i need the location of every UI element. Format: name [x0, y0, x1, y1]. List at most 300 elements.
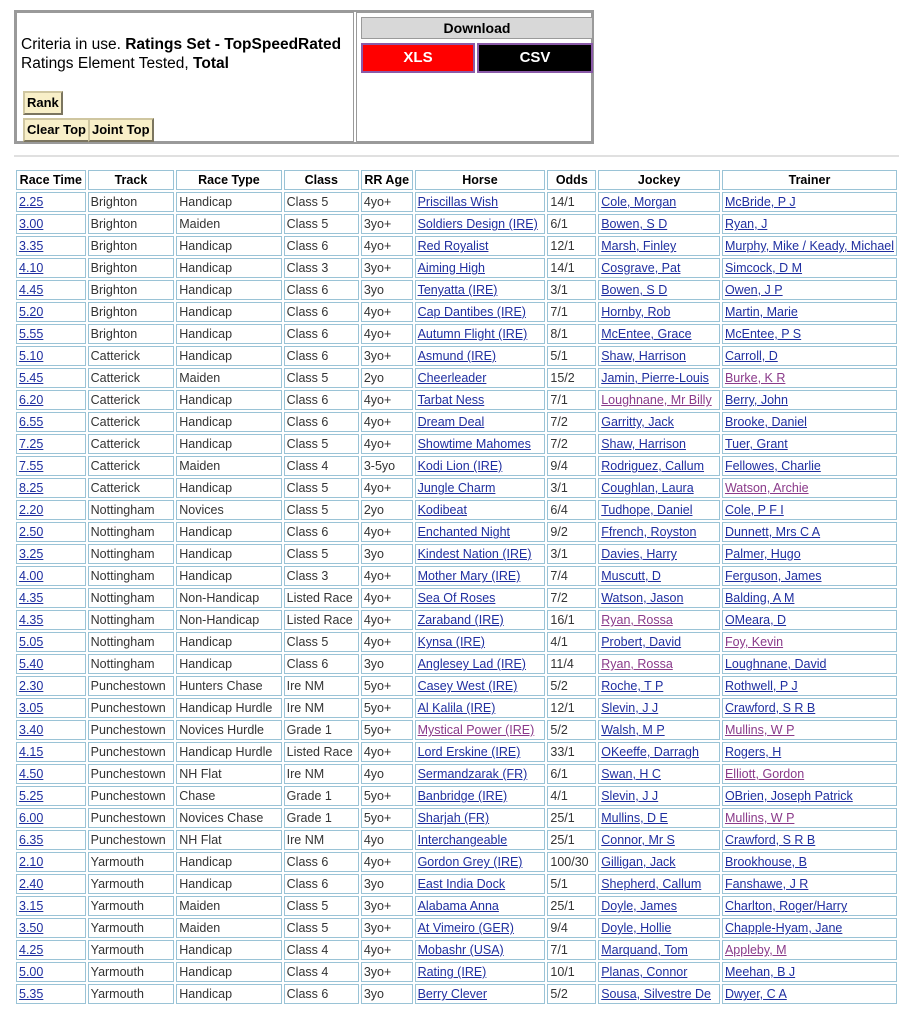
- jockey-link[interactable]: Marquand, Tom: [601, 943, 688, 957]
- trainer-link[interactable]: Fellowes, Charlie: [724, 459, 821, 473]
- header-rr-age[interactable]: RR Age: [361, 170, 413, 190]
- trainer-cell: [722, 346, 897, 366]
- jockey-link[interactable]: Shaw, Harrison: [601, 349, 686, 363]
- race-time-link[interactable]: 5.05: [19, 635, 44, 649]
- track-cell: Yarmouth: [88, 962, 175, 982]
- jockey-link[interactable]: Bowen, S D: [601, 217, 668, 231]
- trainer-link[interactable]: Martin, Marie: [724, 305, 798, 319]
- horse-link[interactable]: Aiming High: [417, 261, 485, 275]
- age-cell: 4yo+: [361, 940, 413, 960]
- table-row: [16, 478, 897, 498]
- horse-link[interactable]: Cheerleader: [417, 371, 487, 385]
- race-type-cell: Chase: [176, 786, 281, 806]
- horse-link[interactable]: Interchangeable: [417, 833, 508, 847]
- race-type-cell: Novices: [176, 500, 281, 520]
- trainer-link[interactable]: Watson, Archie: [724, 481, 809, 495]
- horse-link[interactable]: Soldiers Design (IRE): [417, 217, 538, 231]
- age-cell: 3yo: [361, 654, 413, 674]
- race-time-link[interactable]: 5.25: [19, 789, 44, 803]
- download-cell: [356, 12, 592, 142]
- age-cell: 4yo+: [361, 478, 413, 498]
- race-type-cell: Handicap: [176, 192, 281, 212]
- race-time-link[interactable]: 4.45: [19, 283, 44, 297]
- track-cell: Yarmouth: [88, 852, 175, 872]
- track-cell: Catterick: [88, 390, 175, 410]
- race-time-link[interactable]: 5.10: [19, 349, 44, 363]
- trainer-cell: [722, 764, 897, 784]
- jockey-link[interactable]: Ryan, Rossa: [601, 657, 673, 671]
- trainer-link[interactable]: Ferguson, James: [724, 569, 822, 583]
- trainer-link[interactable]: Balding, A M: [724, 591, 795, 605]
- trainer-cell: [722, 632, 897, 652]
- class-cell: Class 5: [284, 918, 359, 938]
- track-cell: Punchestown: [88, 786, 175, 806]
- trainer-link[interactable]: Berry, John: [724, 393, 788, 407]
- horse-link[interactable]: Al Kalila (IRE): [417, 701, 496, 715]
- horse-link[interactable]: At Vimeiro (GER): [417, 921, 514, 935]
- jockey-link[interactable]: Slevin, J J: [601, 789, 659, 803]
- jockey-link[interactable]: Ryan, Rossa: [601, 613, 673, 627]
- race-time-cell: [16, 764, 86, 784]
- race-time-link[interactable]: 3.25: [19, 547, 44, 561]
- trainer-link[interactable]: Rothwell, P J: [724, 679, 798, 693]
- horse-link[interactable]: Asmund (IRE): [417, 349, 497, 363]
- class-cell: Class 6: [284, 280, 359, 300]
- class-cell: Class 5: [284, 478, 359, 498]
- race-time-cell: [16, 544, 86, 564]
- age-cell: 4yo+: [361, 324, 413, 344]
- horse-link[interactable]: Lord Erskine (IRE): [417, 745, 521, 759]
- race-time-link[interactable]: 3.05: [19, 701, 44, 715]
- trainer-cell: [722, 214, 897, 234]
- header-track[interactable]: Track: [88, 170, 175, 190]
- trainer-link[interactable]: Dwyer, C A: [724, 987, 787, 1001]
- horse-link[interactable]: Tenyatta (IRE): [417, 283, 498, 297]
- table-row: [16, 544, 897, 564]
- race-type-cell: Maiden: [176, 214, 281, 234]
- trainer-cell: [722, 874, 897, 894]
- race-time-link[interactable]: 5.55: [19, 327, 44, 341]
- class-cell: Listed Race: [284, 588, 359, 608]
- trainer-link[interactable]: Fanshawe, J R: [724, 877, 809, 891]
- age-cell: 5yo+: [361, 720, 413, 740]
- race-time-link[interactable]: 5.40: [19, 657, 44, 671]
- odds-cell: 4/1: [547, 786, 596, 806]
- race-type-cell: Handicap: [176, 434, 281, 454]
- trainer-link[interactable]: Charlton, Roger/Harry: [724, 899, 848, 913]
- jockey-link[interactable]: Walsh, M P: [601, 723, 665, 737]
- track-cell: Yarmouth: [88, 896, 175, 916]
- trainer-link[interactable]: Brooke, Daniel: [724, 415, 807, 429]
- race-time-link[interactable]: 6.35: [19, 833, 44, 847]
- table-row: [16, 434, 897, 454]
- class-cell: Class 6: [284, 236, 359, 256]
- jockey-link[interactable]: Roche, T P: [601, 679, 664, 693]
- age-cell: 4yo+: [361, 588, 413, 608]
- jockey-link[interactable]: Bowen, S D: [601, 283, 668, 297]
- race-time-link[interactable]: 5.20: [19, 305, 44, 319]
- trainer-cell: [722, 918, 897, 938]
- horse-cell: [415, 698, 546, 718]
- jockey-cell: [598, 632, 720, 652]
- race-time-link[interactable]: 5.45: [19, 371, 44, 385]
- race-type-cell: NH Flat: [176, 830, 281, 850]
- class-cell: Ire NM: [284, 830, 359, 850]
- jockey-link[interactable]: Jamin, Pierre-Louis: [601, 371, 709, 385]
- jockey-link[interactable]: Garritty, Jack: [601, 415, 674, 429]
- age-cell: 4yo+: [361, 390, 413, 410]
- class-cell: Class 5: [284, 500, 359, 520]
- trainer-cell: [722, 390, 897, 410]
- table-row: [16, 566, 897, 586]
- odds-cell: 16/1: [547, 610, 596, 630]
- odds-cell: 3/1: [547, 544, 596, 564]
- age-cell: 2yo: [361, 368, 413, 388]
- table-row: [16, 500, 897, 520]
- jockey-link[interactable]: Swan, H C: [601, 767, 661, 781]
- table-row: [16, 654, 897, 674]
- table-row: [16, 830, 897, 850]
- jockey-link[interactable]: Slevin, J J: [601, 701, 659, 715]
- trainer-link[interactable]: Tuer, Grant: [724, 437, 788, 451]
- race-time-cell: [16, 280, 86, 300]
- jockey-link[interactable]: Doyle, James: [601, 899, 677, 913]
- track-cell: Nottingham: [88, 544, 175, 564]
- odds-cell: 5/1: [547, 346, 596, 366]
- track-cell: Yarmouth: [88, 918, 175, 938]
- race-type-cell: Novices Chase: [176, 808, 281, 828]
- horse-link[interactable]: Tarbat Ness: [417, 393, 485, 407]
- race-time-cell: [16, 874, 86, 894]
- trainer-link[interactable]: Burke, K R: [724, 371, 786, 385]
- race-time-cell: [16, 566, 86, 586]
- trainer-link[interactable]: Crawford, S R B: [724, 701, 816, 715]
- trainer-link[interactable]: OMeara, D: [724, 613, 787, 627]
- trainer-link[interactable]: Cole, P F I: [724, 503, 784, 517]
- trainer-link[interactable]: McBride, P J: [724, 195, 796, 209]
- race-time-cell: [16, 412, 86, 432]
- trainer-link[interactable]: Dunnett, Mrs C A: [724, 525, 821, 539]
- joint-top-button[interactable]: Joint Top: [88, 118, 154, 142]
- odds-cell: 7/1: [547, 302, 596, 322]
- horse-link[interactable]: Priscillas Wish: [417, 195, 499, 209]
- jockey-link[interactable]: OKeeffe, Darragh: [601, 745, 699, 759]
- horse-link[interactable]: Berry Clever: [417, 987, 488, 1001]
- horse-cell: [415, 522, 546, 542]
- jockey-link[interactable]: Mullins, D E: [601, 811, 668, 825]
- race-time-link[interactable]: 2.40: [19, 877, 44, 891]
- track-cell: Punchestown: [88, 830, 175, 850]
- race-time-link[interactable]: 6.20: [19, 393, 44, 407]
- jockey-cell: [598, 610, 720, 630]
- race-time-link[interactable]: 3.50: [19, 921, 44, 935]
- horse-link[interactable]: Rating (IRE): [417, 965, 487, 979]
- jockey-cell: [598, 544, 720, 564]
- jockey-link[interactable]: Coughlan, Laura: [601, 481, 694, 495]
- jockey-cell: [598, 456, 720, 476]
- race-time-link[interactable]: 4.15: [19, 745, 44, 759]
- jockey-link[interactable]: Rodriguez, Callum: [601, 459, 705, 473]
- trainer-cell: [722, 654, 897, 674]
- class-cell: Class 5: [284, 368, 359, 388]
- race-time-cell: [16, 742, 86, 762]
- horse-link[interactable]: Sea Of Roses: [417, 591, 496, 605]
- race-time-link[interactable]: 2.50: [19, 525, 44, 539]
- race-type-cell: Handicap: [176, 632, 281, 652]
- horse-link[interactable]: Dream Deal: [417, 415, 485, 429]
- class-cell: Class 6: [284, 346, 359, 366]
- track-cell: Nottingham: [88, 500, 175, 520]
- jockey-link[interactable]: Marsh, Finley: [601, 239, 677, 253]
- trainer-cell: [722, 984, 897, 1004]
- class-cell: Grade 1: [284, 786, 359, 806]
- horse-link[interactable]: Mystical Power (IRE): [417, 723, 535, 737]
- horse-link[interactable]: Anglesey Lad (IRE): [417, 657, 526, 671]
- class-cell: Listed Race: [284, 610, 359, 630]
- horse-link[interactable]: Red Royalist: [417, 239, 489, 253]
- race-type-cell: Handicap: [176, 654, 281, 674]
- age-cell: 3yo: [361, 874, 413, 894]
- class-cell: Class 6: [284, 324, 359, 344]
- odds-cell: 6/1: [547, 214, 596, 234]
- trainer-link[interactable]: Appleby, M: [724, 943, 787, 957]
- race-time-link[interactable]: 2.25: [19, 195, 44, 209]
- jockey-link[interactable]: Watson, Jason: [601, 591, 684, 605]
- class-cell: Class 6: [284, 874, 359, 894]
- trainer-link[interactable]: Foy, Kevin: [724, 635, 784, 649]
- table-row: [16, 676, 897, 696]
- race-time-link[interactable]: 4.10: [19, 261, 44, 275]
- race-time-link[interactable]: 5.35: [19, 987, 44, 1001]
- trainer-link[interactable]: Mullins, W P: [724, 723, 795, 737]
- age-cell: 2yo: [361, 500, 413, 520]
- jockey-link[interactable]: Shepherd, Callum: [601, 877, 702, 891]
- race-time-link[interactable]: 4.35: [19, 613, 44, 627]
- trainer-cell: [722, 258, 897, 278]
- race-time-link[interactable]: 4.50: [19, 767, 44, 781]
- track-cell: Nottingham: [88, 610, 175, 630]
- header-race-time[interactable]: Race Time: [16, 170, 86, 190]
- horse-link[interactable]: Kindest Nation (IRE): [417, 547, 532, 561]
- age-cell: 4yo: [361, 830, 413, 850]
- header-class[interactable]: Class: [284, 170, 359, 190]
- jockey-link[interactable]: Probert, David: [601, 635, 682, 649]
- ratings-element: Total: [193, 55, 229, 72]
- jockey-cell: [598, 896, 720, 916]
- track-cell: Punchestown: [88, 742, 175, 762]
- race-time-cell: [16, 808, 86, 828]
- track-cell: Punchestown: [88, 764, 175, 784]
- horse-link[interactable]: Kynsa (IRE): [417, 635, 485, 649]
- jockey-link[interactable]: Sousa, Silvestre De: [601, 987, 711, 1001]
- horse-cell: [415, 918, 546, 938]
- race-time-link[interactable]: 2.10: [19, 855, 44, 869]
- track-cell: Catterick: [88, 434, 175, 454]
- horse-link[interactable]: Cap Dantibes (IRE): [417, 305, 526, 319]
- race-time-link[interactable]: 4.00: [19, 569, 44, 583]
- table-row: [16, 346, 897, 366]
- horse-link[interactable]: Kodi Lion (IRE): [417, 459, 503, 473]
- horse-link[interactable]: Sermandzarak (FR): [417, 767, 528, 781]
- trainer-cell: [722, 280, 897, 300]
- table-row: [16, 258, 897, 278]
- csv-download-button[interactable]: CSV: [477, 43, 593, 73]
- class-cell: Ire NM: [284, 698, 359, 718]
- odds-cell: 11/4: [547, 654, 596, 674]
- horse-link[interactable]: Zaraband (IRE): [417, 613, 504, 627]
- jockey-link[interactable]: Davies, Harry: [601, 547, 677, 561]
- jockey-link[interactable]: Gilligan, Jack: [601, 855, 676, 869]
- race-time-link[interactable]: 6.55: [19, 415, 44, 429]
- horse-cell: [415, 654, 546, 674]
- table-row: [16, 852, 897, 872]
- race-time-link[interactable]: 4.25: [19, 943, 44, 957]
- race-time-link[interactable]: 3.00: [19, 217, 44, 231]
- jockey-link[interactable]: Planas, Connor: [601, 965, 688, 979]
- table-row: [16, 896, 897, 916]
- horse-cell: [415, 984, 546, 1004]
- horse-link[interactable]: Showtime Mahomes: [417, 437, 531, 451]
- trainer-link[interactable]: OBrien, Joseph Patrick: [724, 789, 853, 803]
- horse-link[interactable]: Kodibeat: [417, 503, 467, 517]
- trainer-link[interactable]: Murphy, Mike / Keady, Michael: [724, 239, 894, 253]
- trainer-cell: [722, 324, 897, 344]
- trainer-link[interactable]: Crawford, S R B: [724, 833, 816, 847]
- race-time-cell: [16, 588, 86, 608]
- race-time-link[interactable]: 3.15: [19, 899, 44, 913]
- trainer-link[interactable]: Palmer, Hugo: [724, 547, 801, 561]
- trainer-link[interactable]: Owen, J P: [724, 283, 783, 297]
- trainer-cell: [722, 940, 897, 960]
- jockey-link[interactable]: Doyle, Hollie: [601, 921, 672, 935]
- jockey-link[interactable]: Ffrench, Royston: [601, 525, 697, 539]
- jockey-link[interactable]: Loughnane, Mr Billy: [601, 393, 712, 407]
- horse-link[interactable]: Enchanted Night: [417, 525, 511, 539]
- divider: [14, 155, 899, 157]
- jockey-cell: [598, 940, 720, 960]
- trainer-cell: [722, 192, 897, 212]
- age-cell: 4yo+: [361, 852, 413, 872]
- jockey-cell: [598, 566, 720, 586]
- race-time-link[interactable]: 7.55: [19, 459, 44, 473]
- track-cell: Catterick: [88, 456, 175, 476]
- jockey-link[interactable]: McEntee, Grace: [601, 327, 692, 341]
- age-cell: 4yo+: [361, 192, 413, 212]
- horse-link[interactable]: Mother Mary (IRE): [417, 569, 521, 583]
- jockey-cell: [598, 830, 720, 850]
- race-time-link[interactable]: 7.25: [19, 437, 44, 451]
- trainer-link[interactable]: Simcock, D M: [724, 261, 803, 275]
- horse-link[interactable]: Sharjah (FR): [417, 811, 490, 825]
- horse-link[interactable]: Banbridge (IRE): [417, 789, 508, 803]
- class-cell: Ire NM: [284, 764, 359, 784]
- header-odds[interactable]: Odds: [547, 170, 596, 190]
- race-time-link[interactable]: 5.00: [19, 965, 44, 979]
- header-jockey[interactable]: Jockey: [598, 170, 720, 190]
- trainer-link[interactable]: Mullins, W P: [724, 811, 795, 825]
- horse-link[interactable]: Alabama Anna: [417, 899, 499, 913]
- race-time-cell: [16, 522, 86, 542]
- race-time-link[interactable]: 3.35: [19, 239, 44, 253]
- horse-link[interactable]: Mobashr (USA): [417, 943, 504, 957]
- table-row: [16, 940, 897, 960]
- class-cell: Class 6: [284, 302, 359, 322]
- jockey-cell: [598, 236, 720, 256]
- races-table: [14, 168, 899, 1006]
- class-cell: Class 6: [284, 522, 359, 542]
- age-cell: 4yo+: [361, 522, 413, 542]
- jockey-link[interactable]: Muscutt, D: [601, 569, 661, 583]
- race-type-cell: Handicap Hurdle: [176, 742, 281, 762]
- jockey-link[interactable]: Connor, Mr S: [601, 833, 675, 847]
- track-cell: Yarmouth: [88, 874, 175, 894]
- age-cell: 4yo+: [361, 434, 413, 454]
- trainer-cell: [722, 852, 897, 872]
- rank-button[interactable]: Rank: [23, 91, 63, 115]
- race-type-cell: Handicap: [176, 984, 281, 1004]
- trainer-link[interactable]: Meehan, B J: [724, 965, 796, 979]
- jockey-link[interactable]: Shaw, Harrison: [601, 437, 686, 451]
- race-time-link[interactable]: 3.40: [19, 723, 44, 737]
- horse-link[interactable]: Casey West (IRE): [417, 679, 518, 693]
- trainer-link[interactable]: Carroll, D: [724, 349, 778, 363]
- horse-link[interactable]: Jungle Charm: [417, 481, 496, 495]
- trainer-link[interactable]: Rogers, H: [724, 745, 782, 759]
- track-cell: Punchestown: [88, 808, 175, 828]
- trainer-cell: [722, 962, 897, 982]
- jockey-link[interactable]: Hornby, Rob: [601, 305, 671, 319]
- trainer-link[interactable]: McEntee, P S: [724, 327, 802, 341]
- trainer-link[interactable]: Chapple-Hyam, Jane: [724, 921, 843, 935]
- trainer-cell: [722, 676, 897, 696]
- track-cell: Catterick: [88, 412, 175, 432]
- jockey-link[interactable]: Cole, Morgan: [601, 195, 677, 209]
- race-time-cell: [16, 896, 86, 916]
- odds-cell: 9/2: [547, 522, 596, 542]
- header-trainer[interactable]: Trainer: [722, 170, 897, 190]
- element-prefix: Ratings Element Tested,: [21, 55, 194, 72]
- download-header: Download: [361, 17, 593, 39]
- race-time-link[interactable]: 2.30: [19, 679, 44, 693]
- horse-link[interactable]: Gordon Grey (IRE): [417, 855, 523, 869]
- clear-top-button[interactable]: Clear Top: [23, 118, 90, 142]
- race-time-link[interactable]: 4.35: [19, 591, 44, 605]
- trainer-link[interactable]: Loughnane, David: [724, 657, 827, 671]
- horse-link[interactable]: East India Dock: [417, 877, 506, 891]
- trainer-link[interactable]: Elliott, Gordon: [724, 767, 805, 781]
- class-cell: Grade 1: [284, 720, 359, 740]
- odds-cell: 7/1: [547, 390, 596, 410]
- header-race-type[interactable]: Race Type: [176, 170, 281, 190]
- race-time-link[interactable]: 6.00: [19, 811, 44, 825]
- xls-download-button[interactable]: XLS: [361, 43, 475, 73]
- race-time-cell: [16, 786, 86, 806]
- jockey-link[interactable]: Tudhope, Daniel: [601, 503, 693, 517]
- horse-cell: [415, 214, 546, 234]
- horse-link[interactable]: Autumn Flight (IRE): [417, 327, 528, 341]
- jockey-link[interactable]: Cosgrave, Pat: [601, 261, 681, 275]
- horse-cell: [415, 236, 546, 256]
- trainer-link[interactable]: Brookhouse, B: [724, 855, 807, 869]
- race-time-link[interactable]: 8.25: [19, 481, 44, 495]
- class-cell: Class 5: [284, 214, 359, 234]
- trainer-link[interactable]: Ryan, J: [724, 217, 768, 231]
- track-cell: Brighton: [88, 236, 175, 256]
- header-horse[interactable]: Horse: [415, 170, 546, 190]
- race-type-cell: Non-Handicap: [176, 588, 281, 608]
- race-time-cell: [16, 456, 86, 476]
- race-time-link[interactable]: 2.20: [19, 503, 44, 517]
